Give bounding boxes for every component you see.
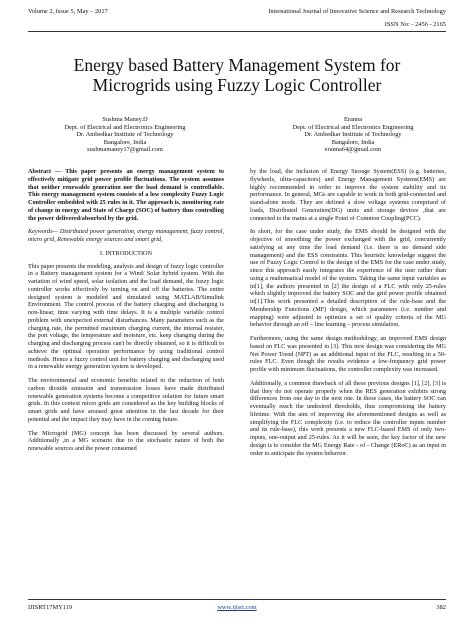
author-institute: Dr. Ambedkar Institute of Technology: [76, 131, 174, 139]
header-divider: [28, 31, 446, 32]
title-line-2: Microgrids using Fuzzy Logic Controller: [92, 75, 382, 95]
volume-info: Volume 2, Issue 5, May – 2017: [28, 8, 108, 15]
body-paragraph: The environmental and economic benefits related to the reduction of both carbon dioxide emission and transmission losses have made distributed renewable generation systems become a competitive solution for future smart grids. In this context micro grids are considered as the key building blocks of smart grids and have aroused great attention in the last decade for their potential and the impact they may have in the coming future.: [28, 377, 224, 423]
author-email: sushmamaney17@gmail.com: [87, 146, 163, 154]
author-name: Eranna: [343, 116, 363, 123]
keywords: Keywords— Distributed power generation, energy management, fuzzy control, micro grid, Renewable energy sources and smart grid,: [28, 228, 224, 243]
right-column: [250, 168, 446, 463]
body-paragraph: This paper presents the modeling, analysis and design of fuzzy logic controller in a Battery management system for a Wind/ Solar hybrid system. With the variation of wind speed, solar isolation and the load demand, the fuzzy logic controller works effectively by turning on and off the batteries. The entire designed system is modeled and simulated using MATLAB/Simulink Environment. The control process of the battery charging and discharging is non-linear, time varying with time delays. It is a multiple variable control problem with unexpected external disturbances. Many parameters such as the charging rate, the permitted maximum charging current, the internal resister, the port voltage, the temperature and moisture, etc. keep changing during the charging and discharging process can't be directly obtained, so it is difficult to achieve the optimal operation performance by using traditional control methods. Hence a fuzzy control unit for battery charging and discharging used in a renewable energy generation system is developed.: [28, 262, 224, 371]
left-column: [28, 168, 224, 459]
author-email: eranna64@gmail.com: [324, 146, 382, 154]
author-dept: Dept. of Electrical and Electronics Engineering: [292, 123, 414, 131]
title-line-1: Energy based Battery Management System for: [73, 55, 401, 75]
footer-divider: [28, 599, 446, 600]
author-city: Bangalore, India: [103, 138, 147, 146]
body-paragraph: The Microgrid (MG) concept has been discussed by several authors. Additionally ,in a MG scenario due to the stochastic nature of both the renewable sources and the power consumed: [28, 429, 224, 452]
abstract: Abstract — This paper presents an energy management system to effectively mitigate grid power profile fluctuations. The system assumes that neither renewable generation nor the load demand is controllable. This energy management system consists of a low complexity Fuzzy Logic Controller embedded with 25 rules in it. The approach is, monitoring rate of change in energy and State of Charge (SOC) of battery thus controlling the power delivered/absorbed by the grid.: [28, 168, 224, 222]
author-dept: Dept. of Electrical and Electronics Engineering: [64, 123, 186, 131]
author-institute: Dr. Ambedkar Institute of Technology: [304, 131, 402, 139]
paper-id: IJISRT17MY119: [28, 604, 73, 611]
author-name: Sushma Maney.D: [102, 116, 148, 123]
journal-name: International Journal of Innovative Science and Research Technology: [268, 8, 446, 15]
page-number: 382: [436, 604, 446, 611]
journal-website-link[interactable]: www.ijisrt.com: [217, 604, 257, 611]
issn-number: ISSN No: - 2456 - 2165: [384, 21, 446, 28]
body-paragraph: In short, for the case under study, the EMS should be designed with the objective of smoothing the power exchanged with the grid, concurrently satisfying at any time the load demand (i.e. there is no demand side management) and the ESS constraints. This heuristic knowledge suggest the use of Fuzzy Logic Control to the design of the EMS for the case under study, since this approach easily integrates the experience of the user rather than using a mathematical model of the system. Taking the same input variables as in[1], the authors presented in [2] the design of a FLC with only 25-rules which slightly improved the battery SOC and the grid power profile obtained in[1].This work presented a detailed description of the rule-base and the Membership Functions (MF) design, which parameters (i.e. number and mapping) were adjusted to optimize a set of quality criteria of the MG behavior through an off – line learning – process simulation.: [250, 228, 446, 329]
body-paragraph: Furthermore, using the same design methodology, an improved EMS design based on FLC was presented in [3]. This new design was considering the MG Net Power Trend (NPT) as an additional input of the FLC, resulting in a 50-rules FLC. Even though the results evidence a low-frequency grid power profile with minimum fluctuations, the controller complexity was increased.: [250, 335, 446, 373]
author-block-1: [30, 116, 220, 154]
author-block-2: [258, 116, 448, 154]
author-city: Bangalore, India: [331, 138, 375, 146]
section-heading-introduction: I. INTRODUCTION: [100, 249, 152, 257]
body-paragraph: by the load, the inclusion of Energy Storage System(ESS) (e.g. batteries, flywheels, ultra-capacitors) and Energy Management Systems(EMS) are highly recommended in order to improve the system stability and its performance. In general, MGs are capable to work in both grid-connected and stand-alone mode. They are defined a slow voltage systems comprised of loads, Distributed Generation(DG) units and storage devices ,that are connected to the mains at a single Point of Common Coupling(PCC).: [250, 168, 446, 222]
paper-title: [20, 55, 454, 95]
body-paragraph: Additionally, a common drawback of all these previous designs [1], [2], [3] is that they do not operate properly when the RES generation exhibits strong differences from one day to the next one. In these cases, the battery SOC can eventually reach the undesired thresholds, thus compromising the battery lifetime. With the aim of improving the aforementioned designs as well as simplifying the FLC complexity (i.e. to reduce the controller inputs number and its rule-base), this work presents a new FLC-based EMS of only two-inputs, one-output and 25-rules. As it will be seen, the key factor of the new design is to consider the MG Energy Rate - of - Change (ERoC) as an input in order to anticipate the system behavior.: [250, 379, 446, 457]
